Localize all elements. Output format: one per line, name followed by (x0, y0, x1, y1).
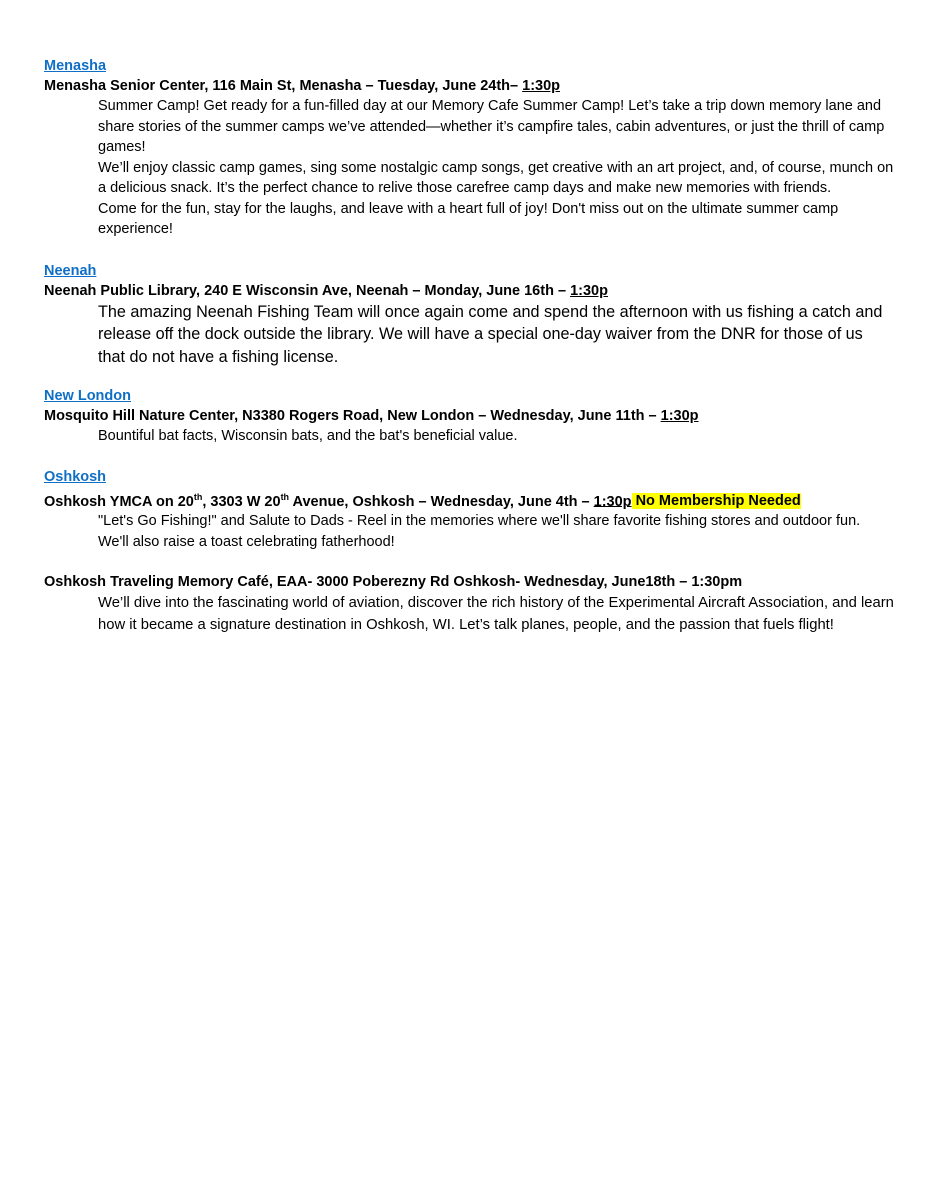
event-title-menasha (44, 76, 894, 96)
description-paragraph: The amazing Neenah Fishing Team will once again come and spend the afternoon with us fishing a catch and release off the dock outside the library. We will have a special one-day waiver from the DNR for those of us that do not have a fishing license. (98, 302, 883, 366)
section-menasha (44, 56, 894, 240)
event-title-new-london (44, 406, 894, 426)
event-title-text: Menasha Senior Center, 116 Main St, Menasha – Tuesday, June 24th– (44, 78, 523, 94)
event-title-oshkosh-eaa (44, 572, 894, 592)
ordinal-suffix: th (280, 491, 290, 502)
section-neenah (44, 261, 894, 369)
event-description-oshkosh-eaa (98, 592, 894, 636)
description-paragraph: "Let's Go Fishing!" and Salute to Dads - Reel in the memories where we'll share favorite fishing stores and outdoor fun. We'll also raise a toast celebrating fatherhood! (98, 513, 861, 550)
section-new-london (44, 386, 894, 447)
event-title-neenah (44, 281, 894, 301)
event-title-text: Avenue, Oshkosh – Wednesday, June 4th – (289, 493, 594, 510)
city-link-new-london[interactable]: New London (44, 388, 131, 404)
description-paragraph: Summer Camp! Get ready for a fun-filled day at our Memory Cafe Summer Camp! Let’s take a trip down memory lane and share stories of the summer camps we’ve attended—whether it’s campfire tales, cabin adventures, or just the thrill of camp games! (98, 98, 885, 155)
event-time: 1:30p (593, 493, 632, 510)
city-link-oshkosh[interactable]: Oshkosh (44, 468, 107, 485)
city-link-neenah[interactable]: Neenah (44, 262, 97, 279)
event-description-new-london (98, 426, 894, 447)
event-title-text: , 3303 W 20 (202, 493, 281, 510)
document-page (44, 56, 894, 636)
event-title-text: Mosquito Hill Nature Center, N3380 Rogers Road, New London – Wednesday, June 11th – (44, 408, 661, 424)
event-title-text: Oshkosh YMCA on 20 (44, 493, 194, 510)
event-time: 1:30p (570, 282, 608, 299)
description-paragraph: We’ll enjoy classic camp games, sing some nostalgic camp songs, get creative with an art project, and, of course, munch on a delicious snack. It’s the perfect chance to relive those carefree camp days and make new memories with friends. (98, 159, 894, 196)
city-link-menasha[interactable]: Menasha (44, 58, 107, 74)
event-title-oshkosh-ymca (44, 487, 894, 512)
event-title-text: Oshkosh Traveling Memory Café, EAA- 3000 Poberezny Rd Oshkosh- Wednesday, June18th – 1:30pm (44, 574, 743, 591)
ordinal-suffix: th (193, 491, 203, 502)
event-description-oshkosh-ymca (98, 511, 894, 552)
membership-highlight: No Membership Needed (631, 493, 801, 510)
event-title-text: Neenah Public Library, 240 E Wisconsin Ave, Neenah – Monday, June 16th – (44, 282, 571, 299)
description-paragraph: Bountiful bat facts, Wisconsin bats, and the bat's beneficial value. (98, 428, 518, 444)
description-paragraph: Come for the fun, stay for the laughs, and leave with a heart full of joy! Don't miss out on the ultimate summer camp experience! (98, 200, 839, 237)
event-time: 1:30p (660, 408, 699, 424)
section-oshkosh (44, 467, 894, 637)
event-time: 1:30p (522, 78, 561, 94)
event-description-neenah (98, 301, 894, 369)
description-paragraph: We’ll dive into the fascinating world of aviation, discover the rich history of the Experimental Aircraft Association, and learn how it became a signature destination in Oshkosh, WI. Let’s talk planes, people, and the passion that fuels flight! (98, 595, 894, 634)
event-description-menasha (98, 96, 894, 240)
